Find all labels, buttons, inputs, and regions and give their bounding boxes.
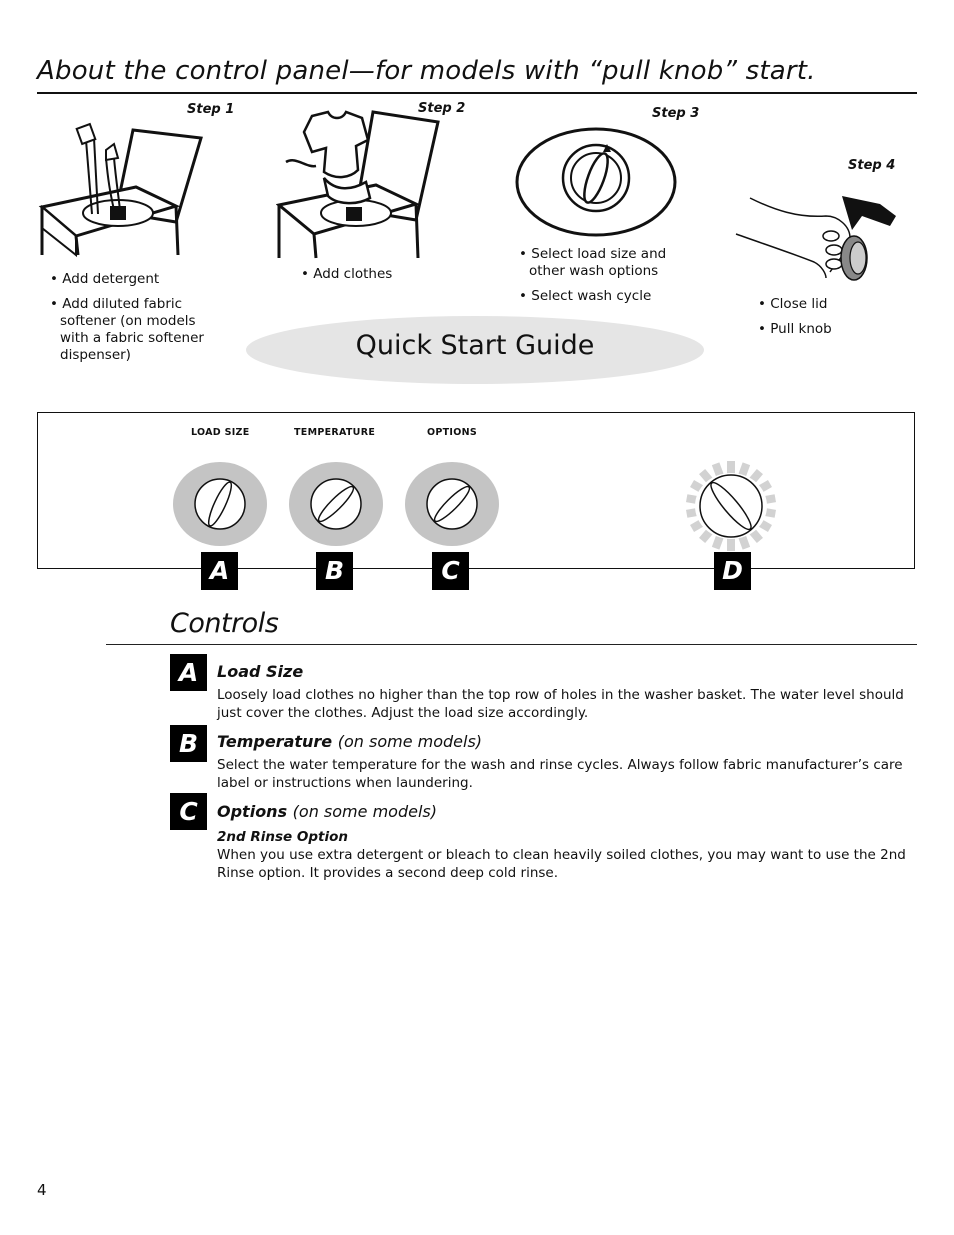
section-a-marker: A <box>170 654 207 691</box>
step-3-bullets <box>519 246 694 313</box>
temperature-knob[interactable] <box>288 461 384 547</box>
step-2-bullets <box>301 266 461 291</box>
dial-closeup-illustration <box>514 126 678 238</box>
bullet-item: • Select load size and other wash options <box>519 246 667 279</box>
section-note: (on some models) <box>292 802 437 821</box>
washer-clothes-illustration <box>276 108 446 260</box>
controls-rule <box>106 644 917 645</box>
section-title-text: Load Size <box>217 662 304 681</box>
page-heading: About the control panel—for models with “pull knob” start. <box>37 56 816 86</box>
section-note: (on some models) <box>337 732 483 751</box>
marker-d: D <box>714 552 751 590</box>
second-rinse-text: When you use extra detergent or bleach to clean heavily soiled clothes, you may want to use the 2nd Rinse option. It provides a second deep cold rinse. <box>217 847 906 881</box>
bullet-item: • Select wash cycle <box>519 288 652 304</box>
options-title <box>217 802 437 821</box>
step-1-bullets <box>50 271 220 372</box>
section-title-text: Options <box>217 802 288 821</box>
load-size-label: LOAD SIZE <box>191 427 250 438</box>
step-2-label: Step 2 <box>418 101 466 116</box>
bullet-item: • Add detergent <box>50 271 160 287</box>
options-label: OPTIONS <box>427 427 478 438</box>
marker-b: B <box>316 552 353 590</box>
bullet-item: • Pull knob <box>758 321 832 337</box>
step-4-label: Step 4 <box>848 158 896 173</box>
temperature-body: Select the water temperature for the wash and rinse cycles. Always follow fabric manufacturer’s care label or instructions when laundering. <box>217 757 903 791</box>
section-c-marker: C <box>170 793 207 830</box>
hand-pull-knob-illustration <box>734 190 900 286</box>
step-4-bullets <box>758 296 908 346</box>
step-3-label: Step 3 <box>652 106 700 121</box>
temperature-label: TEMPERATURE <box>294 427 376 438</box>
controls-heading: Controls <box>170 608 279 639</box>
bullet-item: • Add clothes <box>301 266 393 282</box>
cycle-knob[interactable] <box>677 461 785 551</box>
bullet-item: • Add diluted fabric softener (on models with a fabric softener dispenser) <box>50 296 204 363</box>
quick-start-title: Quick Start Guide <box>355 330 595 361</box>
page-number: 4 <box>37 1181 47 1199</box>
load-size-title <box>217 662 303 681</box>
marker-a: A <box>201 552 238 590</box>
step-1-label: Step 1 <box>187 102 235 117</box>
options-body <box>217 828 917 882</box>
second-rinse-title: 2nd Rinse Option <box>217 829 348 845</box>
washer-detergent-illustration <box>36 110 206 260</box>
heading-rule <box>37 92 917 94</box>
options-knob[interactable] <box>404 461 500 547</box>
load-size-knob[interactable] <box>172 461 268 547</box>
load-size-body: Loosely load clothes no higher than the top row of holes in the washer basket. The water level should just cover the clothes. Adjust the load size accordingly. <box>217 687 904 721</box>
section-b-marker: B <box>170 725 207 762</box>
marker-c: C <box>432 552 469 590</box>
temperature-title <box>217 732 482 751</box>
section-title-text: Temperature <box>217 732 333 751</box>
bullet-item: • Close lid <box>758 296 828 312</box>
